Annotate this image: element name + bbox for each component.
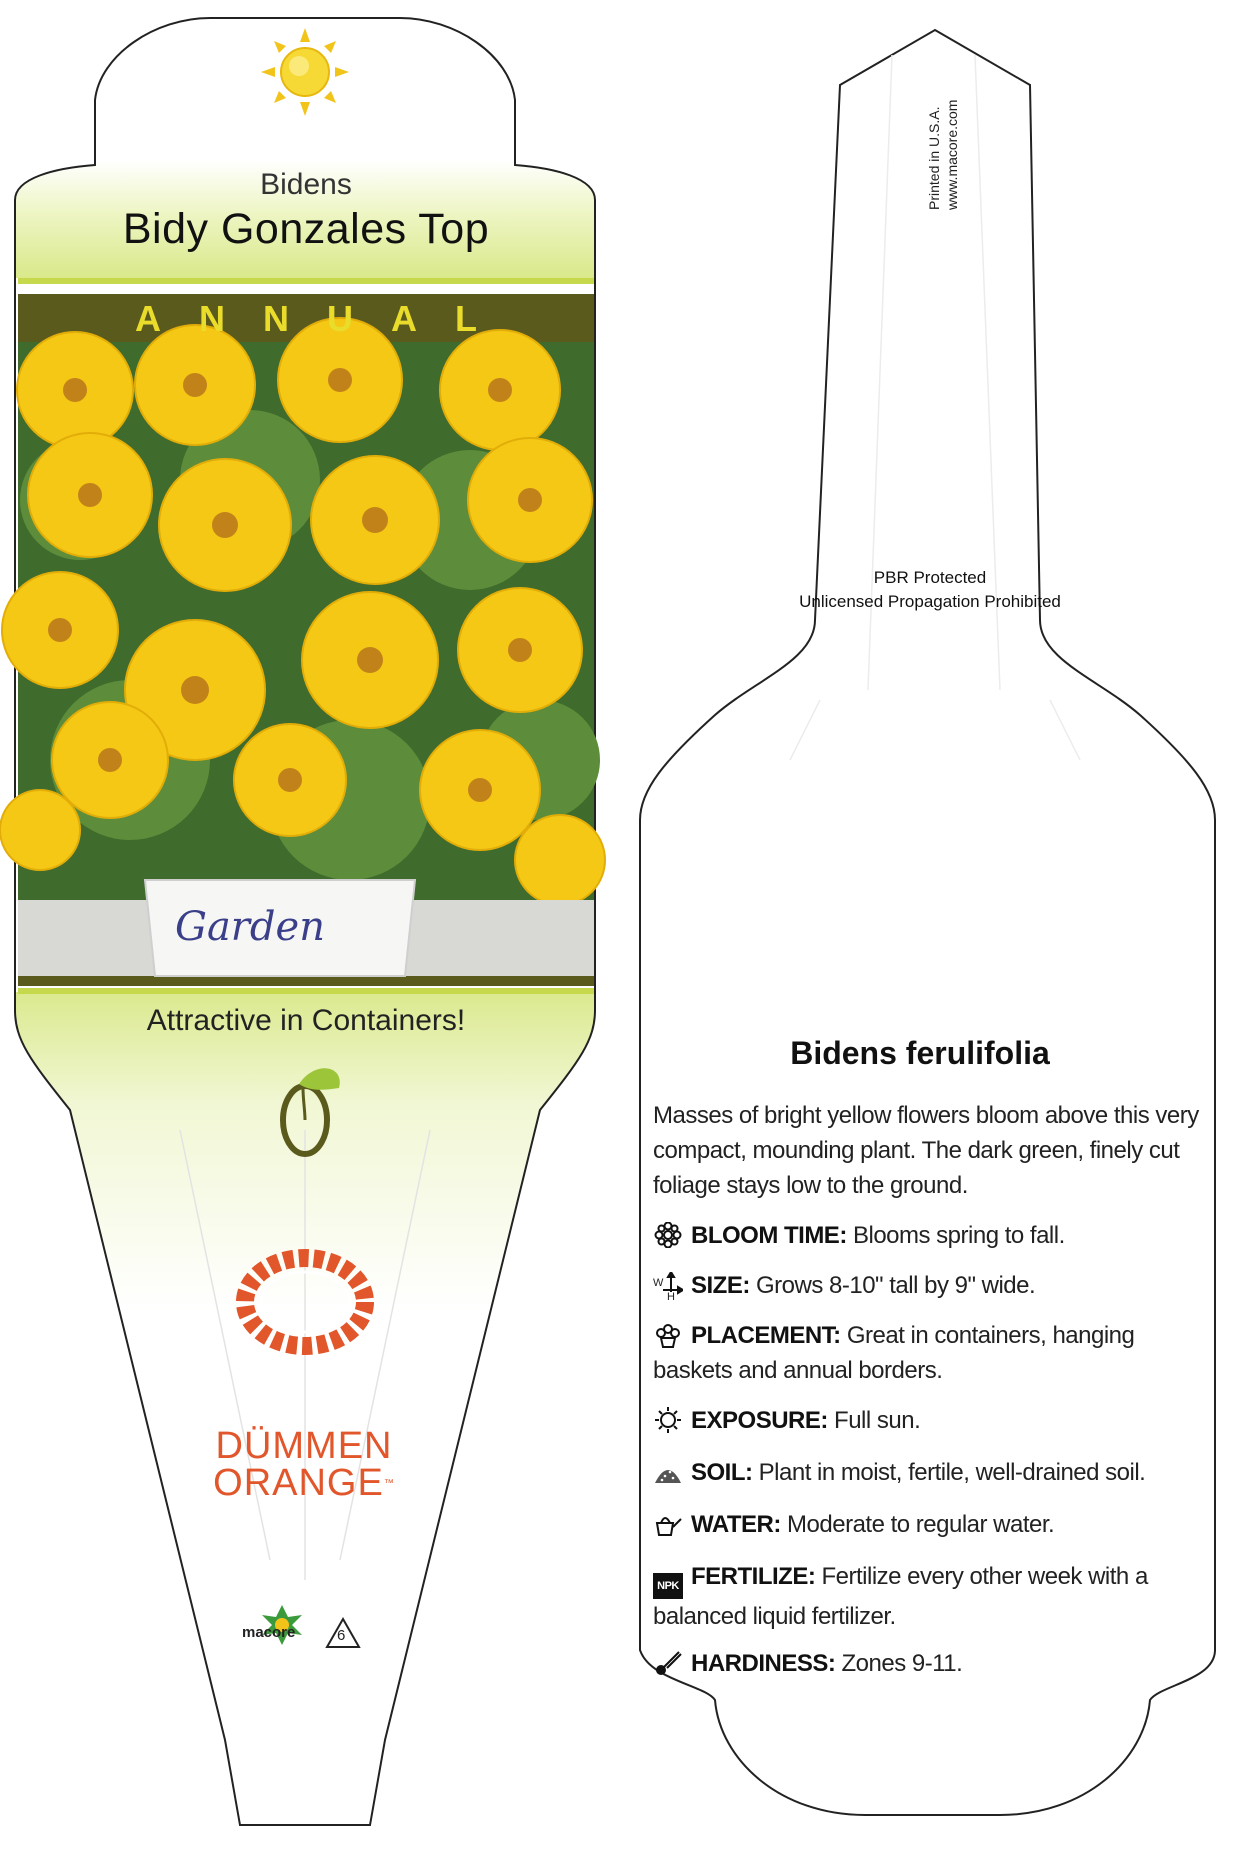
attr-size (653, 1268, 1218, 1303)
npk-icon: NPK (653, 1573, 683, 1599)
back-tag (640, 30, 1215, 1815)
recycle-number: 6 (337, 1627, 346, 1644)
attr-label: FERTILIZE: (691, 1563, 816, 1590)
pbr-notice (700, 566, 1160, 614)
website: www.macore.com (944, 99, 960, 210)
lime-stripe-bottom (18, 988, 594, 994)
watering-can-icon (653, 1511, 683, 1537)
lime-stripe-top (18, 278, 594, 284)
size-arrows-icon (653, 1272, 683, 1303)
attr-label: EXPOSURE: (691, 1407, 828, 1434)
flower-icon (653, 1222, 683, 1248)
attr-value: Blooms spring to fall. (846, 1222, 1065, 1249)
attr-hardiness (653, 1646, 1218, 1681)
attr-placement (653, 1318, 1218, 1388)
attr-bloom-time (653, 1218, 1218, 1253)
sun-outline-icon (653, 1407, 683, 1433)
attr-value: Great in containers, hanging baskets and annual borders. (653, 1322, 1135, 1384)
pbr-line1: PBR Protected (873, 568, 987, 587)
attr-value: Fertilize every other week with a balanced liquid fertilizer. (653, 1563, 1148, 1630)
brand-line1: DÜMMEN (215, 1425, 393, 1467)
attr-value: Zones 9-11. (835, 1650, 963, 1677)
pbr-line2: Unlicensed Propagation Prohibited (799, 592, 1061, 611)
soil-pile-icon (653, 1459, 683, 1485)
category-label: ANNUAL (135, 298, 515, 339)
attr-value: Moderate to regular water. (780, 1511, 1055, 1538)
attr-label: SIZE: (691, 1272, 750, 1299)
attr-value: Plant in moist, fertile, well-drained soil. (752, 1459, 1146, 1486)
attr-label: BLOOM TIME: (691, 1222, 847, 1249)
dark-stripe-bottom (18, 976, 594, 986)
description: Masses of bright yellow flowers bloom above this very compact, mounding plant. The dark green, finely cut foliage stays low to the ground. (653, 1102, 1199, 1199)
attr-water (653, 1507, 1218, 1542)
genus-label: Bidens (260, 168, 352, 201)
printed-in: Printed in U.S.A. (926, 106, 942, 210)
attr-value: Grows 8-10" tall by 9" wide. (749, 1272, 1036, 1299)
attr-label: PLACEMENT: (691, 1322, 841, 1349)
attr-fertilize (653, 1559, 1218, 1634)
placement-plant-icon (653, 1322, 683, 1348)
attr-label: HARDINESS: (691, 1650, 836, 1677)
latin-name: Bidens ferulifolia (790, 1035, 1050, 1071)
attr-label: WATER: (691, 1511, 781, 1538)
brand-line2: ORANGE™ (213, 1462, 395, 1504)
macore-logo-text: macore (242, 1624, 296, 1641)
print-info (925, 100, 961, 210)
attr-label: SOIL: (691, 1459, 753, 1486)
variety-title: Bidy Gonzales Top (122, 205, 490, 253)
sun-icon (261, 28, 349, 116)
attr-soil (653, 1455, 1218, 1490)
attr-value: Full sun. (827, 1407, 921, 1434)
pot-writing: Garden (175, 904, 325, 950)
thermometer-icon (653, 1650, 683, 1676)
trademark: ™ (383, 1478, 395, 1489)
plant-photo (0, 318, 605, 976)
tagline: Attractive in Containers! (146, 1004, 466, 1037)
size-icon-h: H (667, 1291, 675, 1303)
size-icon-w: W (653, 1277, 663, 1289)
attr-exposure (653, 1403, 1218, 1438)
